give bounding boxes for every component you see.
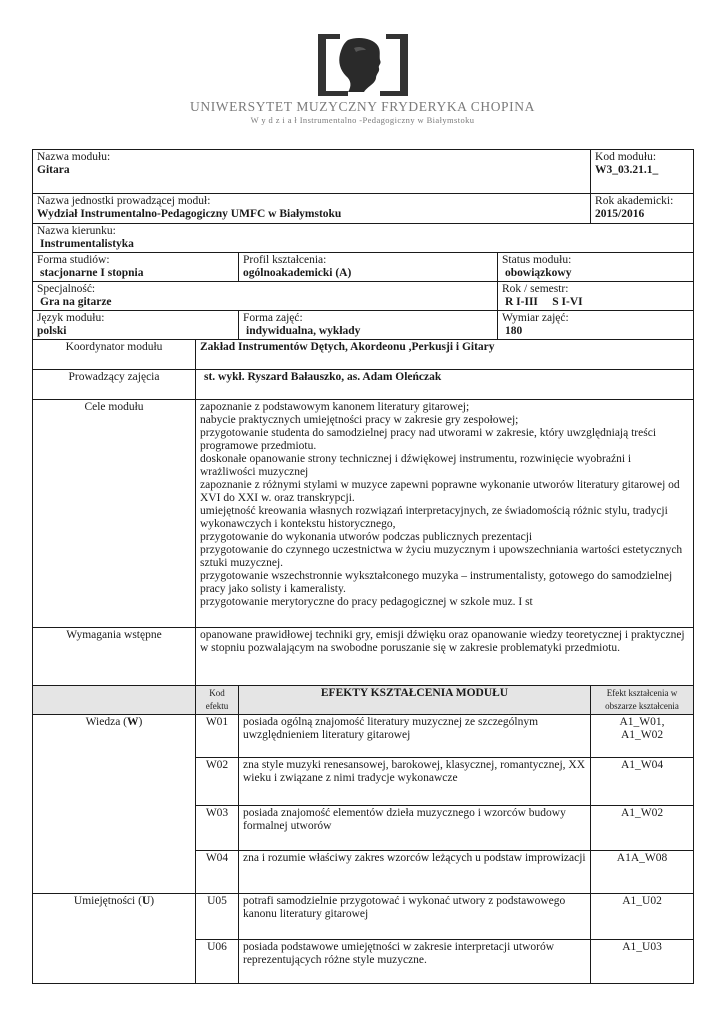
cell-semester: [498, 282, 694, 311]
effect-code: W04: [196, 851, 239, 894]
cell-specialty: [33, 282, 498, 311]
effect-area-code: A1_W02: [620, 729, 664, 741]
row-prerequisites: [33, 628, 694, 686]
effects-header-blank: [33, 686, 196, 715]
classes-form: indywidualna, wykłady: [246, 325, 361, 337]
cell-module-code: [591, 150, 694, 194]
effect-code: U05: [196, 894, 239, 940]
effect-area-code: A1_U03: [622, 941, 662, 953]
effect-description: posiada znajomość elementów dzieła muzycznego i wzorców budowy formalnej utworów: [239, 806, 591, 851]
module-name: Gitara: [37, 164, 70, 176]
status: obowiązkowy: [505, 267, 572, 279]
row-field: [33, 224, 694, 253]
specialty-label: Specjalność:: [37, 283, 96, 295]
university-logo: [318, 34, 408, 96]
row-unit: [33, 194, 694, 224]
effects-title-header: EFEKTY KSZTAŁCENIA MODUŁU: [239, 686, 591, 715]
group-name-prefix: Umiejętności (: [73, 895, 142, 907]
row-effects-header: [33, 686, 694, 715]
specialty: Gra na gitarze: [40, 296, 112, 308]
effect-description: potrafi samodzielnie przygotować i wykonać utwory z podstawowego kanonu literatury gitarowej: [239, 894, 591, 940]
semester-label: Rok / semestr:: [502, 283, 569, 295]
goal-item: przygotowanie do czynnego uczestnictwa w życiu muzycznym i upowszechniania wartości estetycznych sztuki muzycznej.: [200, 544, 683, 569]
prerequisites: opanowane prawidłowej techniki gry, emisji dźwięku oraz opanowanie wiedzy teoretycznej i praktycznej w stopniu pozwalającym na swobodne poruszanie się w zakresie problematyki przedmiotu.: [196, 628, 694, 686]
faculty-name: W y d z i a ł Instrumentalno -Pedagogiczny w Białymstoku: [250, 115, 475, 125]
prerequisites-label: Wymagania wstępne: [33, 628, 196, 686]
cell-module-name: [33, 150, 591, 194]
goal-item: zapoznanie z różnymi stylami w muzyce zapewni poprawne wykonanie utworów literatury gitarowej od XVI do XXI w. oraz transkrypcji.: [200, 479, 680, 504]
effect-area-code: A1_W01,: [619, 716, 665, 728]
teachers-label: Prowadzący zajęcia: [33, 370, 196, 400]
goal-item: przygotowanie do wykonania utworów podczas publicznych prezentacji: [200, 531, 533, 543]
university-name: UNIWERSYTET MUZYCZNY FRYDERYKA CHOPINA: [190, 99, 535, 114]
coordinator-label: Koordynator modułu: [33, 340, 196, 370]
group-name-suffix: ): [138, 716, 143, 728]
goal-item: nabycie praktycznych umiejętności pracy w zakresie gry zespołowej;: [200, 414, 519, 426]
group-letter: U: [141, 895, 151, 907]
field-name: Instrumentalistyka: [40, 238, 134, 250]
table-row: [33, 715, 694, 758]
field-label: Nazwa kierunku:: [37, 225, 116, 237]
classes-label: Forma zajęć:: [243, 312, 303, 324]
effect-area: [591, 758, 694, 806]
effect-area: [591, 940, 694, 984]
goal-item: zapoznanie z podstawowym kanonem literatury gitarowej;: [200, 401, 470, 413]
module-table: [32, 149, 694, 984]
row-module-name: [33, 150, 694, 194]
row-goals: [33, 400, 694, 628]
status-label: Status modułu:: [502, 254, 572, 266]
row-teachers: [33, 370, 694, 400]
effect-area: [591, 894, 694, 940]
effect-description: posiada ogólną znajomość literatury muzycznej ze szczególnym uwzględnieniem literatury gitarowej: [239, 715, 591, 758]
unit-name: Wydział Instrumentalno-Pedagogiczny UMFC w Białymstoku: [37, 208, 342, 220]
cell-profile: [239, 253, 498, 282]
academic-year-label: Rok akademicki:: [595, 195, 674, 207]
hours: 180: [505, 325, 523, 337]
cell-unit: [33, 194, 591, 224]
group-name-prefix: Wiedza (: [85, 716, 127, 728]
module-code-label: Kod modułu:: [595, 151, 657, 163]
effect-code: W03: [196, 806, 239, 851]
row-coordinator: [33, 340, 694, 370]
effect-area-code: A1_W04: [620, 759, 664, 771]
group-knowledge: [33, 715, 196, 894]
unit-label: Nazwa jednostki prowadzącej moduł:: [37, 195, 211, 207]
goal-item: przygotowanie studenta do samodzielnej pracy nad utworami w zakresie, który uwzględniają treści programowe przedmiotu.: [200, 427, 657, 452]
effect-code: W01: [196, 715, 239, 758]
effect-description: zna style muzyki renesansowej, barokowej, klasycznej, romantycznej, XX wieku i związane z nimi tradycje wykonawcze: [239, 758, 591, 806]
goals-list: [196, 400, 694, 628]
hours-label: Wymiar zajęć:: [502, 312, 569, 324]
effect-area-header: Efekt kształcenia w obszarze kształcenia: [591, 686, 694, 715]
language: polski: [37, 325, 67, 337]
effect-area-code: A1_U02: [622, 895, 662, 907]
table-row: [33, 894, 694, 940]
effect-description: zna i rozumie właściwy zakres wzorców leżących u podstaw improwizacji: [239, 851, 591, 894]
cell-study-form: [33, 253, 239, 282]
goal-item: umiejętność kreowania własnych rozwiązań interpretacyjnych, ze świadomością różnic stylu, tradycji wykonawczych i kontekstu historycznego,: [200, 505, 668, 530]
cell-classes: [239, 311, 498, 340]
group-letter: W: [127, 716, 139, 728]
cell-hours: [498, 311, 694, 340]
effect-area-code: A1_W02: [620, 807, 664, 819]
group-skills: [33, 894, 196, 984]
cell-field: [33, 224, 694, 253]
effect-area-code: A1A_W08: [616, 852, 668, 864]
effect-code: W02: [196, 758, 239, 806]
cell-language: [33, 311, 239, 340]
group-name-suffix: ): [150, 895, 155, 907]
profile-label: Profil kształcenia:: [243, 254, 327, 266]
semester: R I-III S I-VI: [505, 296, 583, 308]
row-form: [33, 253, 694, 282]
cell-status: [498, 253, 694, 282]
goal-item: przygotowanie merytoryczne do pracy pedagogicznej w szkole muz. I st: [200, 596, 533, 608]
effect-area: [591, 715, 694, 758]
goal-item: przygotowanie wszechstronnie wykształconego muzyka – instrumentalisty, gotowego do samodzielnej pracy jako solisty i kameralisty.: [200, 570, 673, 595]
language-label: Język modułu:: [37, 312, 105, 324]
effect-area: [591, 851, 694, 894]
academic-year: 2015/2016: [595, 208, 645, 220]
coordinator: Zakład Instrumentów Dętych, Akordeonu ,Perkusji i Gitary: [196, 340, 694, 370]
goal-item: doskonałe opanowanie strony technicznej i dźwiękowej instrumentu, rozwinięcie wyobraźni i wrażliwości muzycznej: [200, 453, 632, 478]
effect-area: [591, 806, 694, 851]
profile: ogólnoakademicki (A): [243, 267, 352, 279]
module-name-label: Nazwa modułu:: [37, 151, 111, 163]
study-form: stacjonarne I stopnia: [40, 267, 144, 279]
goals-label: Cele modułu: [33, 400, 196, 628]
effect-code-header: Kod efektu: [196, 686, 239, 715]
row-language: [33, 311, 694, 340]
cell-academic-year: [591, 194, 694, 224]
module-code: W3_03.21.1_: [595, 164, 659, 176]
effect-description: posiada podstawowe umiejętności w zakresie interpretacji utworów reprezentujących różne style muzyczne.: [239, 940, 591, 984]
effect-code: U06: [196, 940, 239, 984]
study-form-label: Forma studiów:: [37, 254, 110, 266]
row-specialty: [33, 282, 694, 311]
teachers: st. wykł. Ryszard Bałauszko, as. Adam Oleńczak: [196, 370, 694, 400]
